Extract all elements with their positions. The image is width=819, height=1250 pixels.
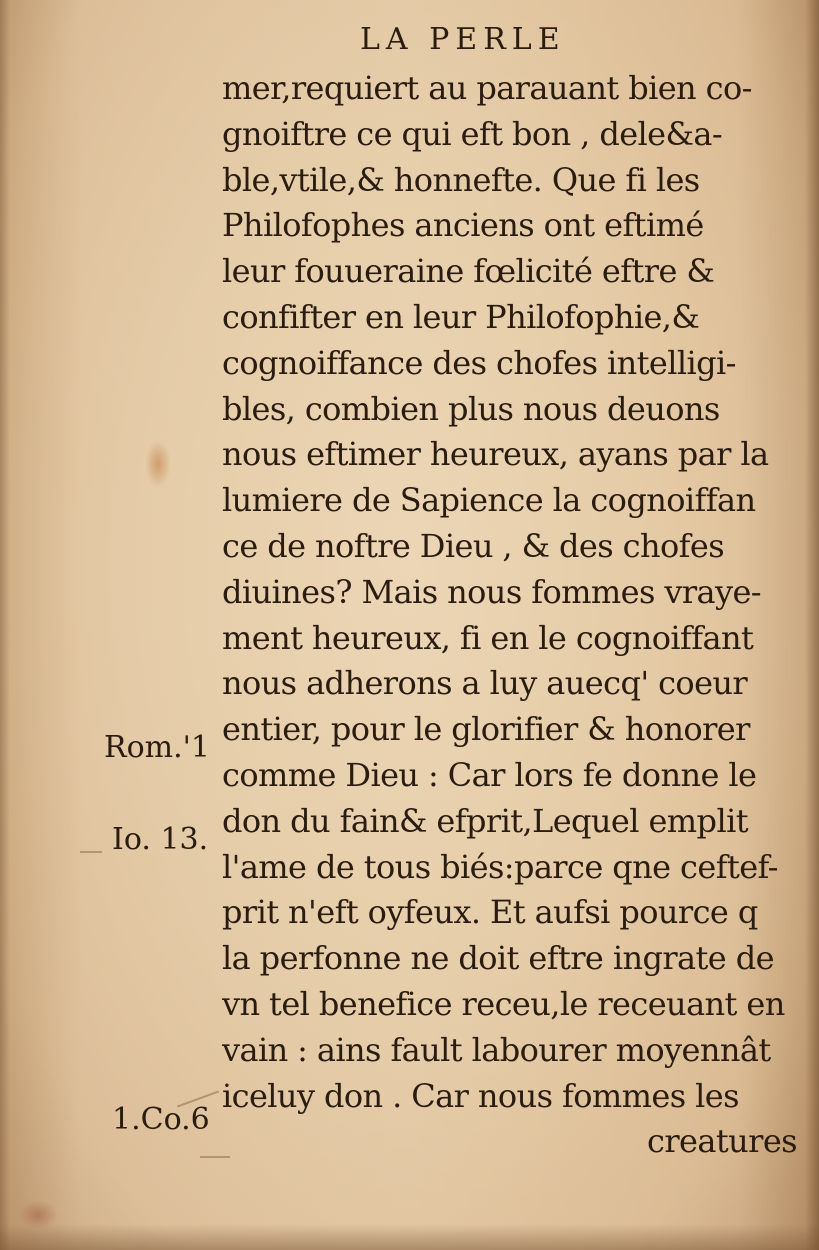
margin-note-io: Io. 13. — [112, 822, 209, 857]
text-line: nous eftimer heureux, ayans par la — [222, 435, 769, 474]
text-line: prit n'eft oyfeux. Et aufsi pource q — [222, 893, 758, 932]
paper-stain-corner — [18, 1200, 58, 1230]
text-line: iceluy don . Car nous fommes les — [222, 1076, 739, 1115]
text-line: cognoiffance des chofes intelligi- — [222, 343, 736, 382]
text-line: Philofophes anciens ont eftimé — [222, 206, 704, 245]
running-head: LA PERLE — [360, 22, 566, 57]
text-line: vain : ains fault labourer moyennât — [222, 1030, 771, 1069]
text-line: ble,vtile,& honnefte. Que fi les — [222, 160, 700, 199]
text-line: don du fain& efprit,Lequel emplit — [222, 801, 748, 840]
text-line: comme Dieu : Car lors fe donne le — [222, 755, 757, 794]
page-right-shadow — [805, 0, 819, 1250]
text-line: nous adherons a luy auecq' coeur — [222, 664, 748, 703]
text-line: ce de noftre Dieu , & des chofes — [222, 526, 725, 565]
text-line: bles, combien plus nous deuons — [222, 389, 720, 428]
page-left-shadow — [0, 0, 10, 1250]
margin-note-rom: Rom.'1 — [104, 730, 210, 765]
text-line: gnoiftre ce qui eft bon , dele&a- — [222, 114, 723, 153]
text-line: confifter en leur Philofophie,& — [222, 297, 700, 336]
text-line: leur fouueraine fœlicité eftre & — [222, 252, 715, 291]
margin-tick — [80, 851, 102, 853]
text-line: l'ame de tous biés:parce qne ceftef- — [222, 847, 778, 886]
text-line: la perfonne ne doit eftre ingrate de — [222, 939, 774, 978]
catchword: creatures — [647, 1122, 797, 1161]
main-text-block — [222, 66, 807, 1165]
margin-tick — [200, 1156, 230, 1158]
paper-stain — [145, 440, 171, 488]
text-line: diuines? Mais nous fommes vraye- — [222, 572, 762, 611]
text-line: lumiere de Sapience la cognoiffan — [222, 481, 756, 520]
page-bottom-shadow — [0, 1224, 819, 1250]
margin-note-co: 1.Co.6 — [112, 1102, 210, 1137]
text-line: ment heureux, fi en le cognoiffant — [222, 618, 754, 657]
text-line: mer,requiert au parauant bien co- — [222, 69, 752, 107]
text-line: vn tel benefice receu,le receuant en — [222, 984, 785, 1023]
text-line: entier, pour le glorifier & honorer — [222, 710, 750, 749]
